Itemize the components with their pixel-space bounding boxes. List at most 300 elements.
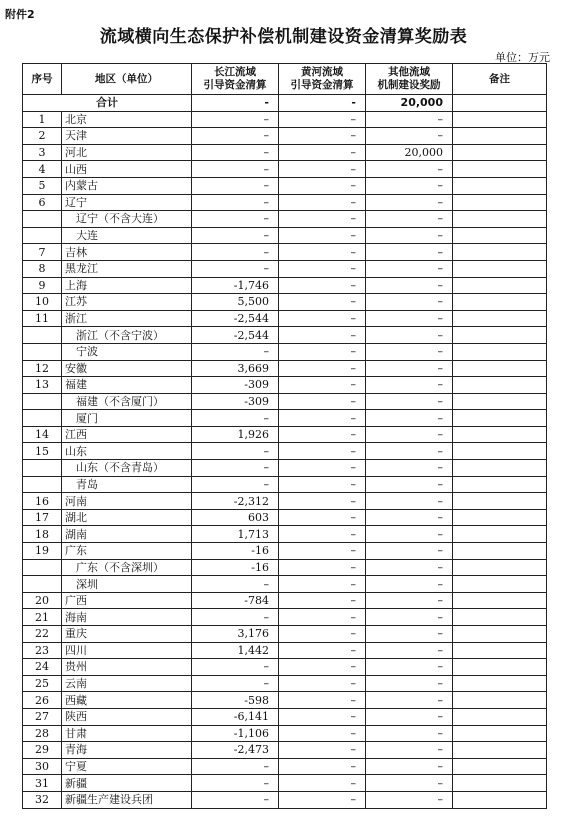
- row-note: [453, 294, 547, 311]
- row-no: 14: [23, 426, 62, 443]
- header-yangtze-line1: 长江流域: [214, 66, 256, 78]
- table-row: [23, 360, 547, 377]
- row-yellow: –: [279, 227, 366, 244]
- header-other-line1: 其他流域: [388, 66, 430, 78]
- row-region: 陕西: [62, 708, 192, 725]
- row-region: 内蒙古: [62, 177, 192, 194]
- row-other: –: [366, 592, 453, 609]
- row-yangtze: –: [192, 177, 279, 194]
- row-yangtze: -784: [192, 592, 279, 609]
- row-other: –: [366, 675, 453, 692]
- row-region: 江苏: [62, 294, 192, 311]
- row-other: –: [366, 609, 453, 626]
- row-no: 6: [23, 194, 62, 211]
- row-other: –: [366, 526, 453, 543]
- row-yangtze: 5,500: [192, 294, 279, 311]
- row-other: –: [366, 111, 453, 128]
- table-row: [23, 377, 547, 394]
- row-yellow: –: [279, 526, 366, 543]
- row-note: [453, 244, 547, 261]
- row-yellow: –: [279, 708, 366, 725]
- table-row: [23, 393, 547, 410]
- row-region: 安徽: [62, 360, 192, 377]
- row-other: –: [366, 460, 453, 477]
- settlement-table: [22, 63, 547, 809]
- total-other: 20,000: [366, 95, 453, 112]
- row-yangtze: –: [192, 791, 279, 808]
- table-row: [23, 227, 547, 244]
- header-other-line2: 机制建设奖励: [377, 79, 441, 91]
- table-row: [23, 725, 547, 742]
- row-note: [453, 360, 547, 377]
- table-row: [23, 128, 547, 145]
- row-no: 32: [23, 791, 62, 808]
- row-note: [453, 775, 547, 792]
- row-region: 辽宁（不含大连）: [62, 211, 192, 228]
- row-note: [453, 260, 547, 277]
- row-other: –: [366, 294, 453, 311]
- row-region: 辽宁: [62, 194, 192, 211]
- header-no: 序号: [23, 64, 62, 95]
- row-note: [453, 377, 547, 394]
- row-yellow: –: [279, 128, 366, 145]
- row-note: [453, 509, 547, 526]
- table-row: [23, 343, 547, 360]
- row-yellow: –: [279, 177, 366, 194]
- unit-label: 单位：万元: [495, 51, 550, 64]
- table-row: [23, 775, 547, 792]
- row-yellow: –: [279, 592, 366, 609]
- row-note: [453, 111, 547, 128]
- row-region: 山东（不含青岛）: [62, 460, 192, 477]
- row-note: [453, 327, 547, 344]
- row-note: [453, 725, 547, 742]
- row-no: 5: [23, 177, 62, 194]
- row-other: –: [366, 559, 453, 576]
- row-other: –: [366, 742, 453, 759]
- row-no: [23, 327, 62, 344]
- row-other: –: [366, 708, 453, 725]
- row-region: 福建: [62, 377, 192, 394]
- header-yellow: [279, 64, 366, 95]
- row-yellow: –: [279, 476, 366, 493]
- table-row: [23, 310, 547, 327]
- row-note: [453, 493, 547, 510]
- row-region: 广东: [62, 543, 192, 560]
- row-no: 13: [23, 377, 62, 394]
- row-note: [453, 177, 547, 194]
- table-row: [23, 526, 547, 543]
- row-other: –: [366, 659, 453, 676]
- row-yellow: –: [279, 725, 366, 742]
- row-other: –: [366, 476, 453, 493]
- header-region: 地区（单位）: [62, 64, 192, 95]
- row-no: 12: [23, 360, 62, 377]
- row-no: 2: [23, 128, 62, 145]
- row-yangtze: –: [192, 576, 279, 593]
- row-region: 重庆: [62, 626, 192, 643]
- row-region: 广西: [62, 592, 192, 609]
- row-no: [23, 476, 62, 493]
- row-no: 3: [23, 144, 62, 161]
- row-other: 20,000: [366, 144, 453, 161]
- row-note: [453, 559, 547, 576]
- row-yellow: –: [279, 543, 366, 560]
- row-region: 青岛: [62, 476, 192, 493]
- row-yellow: –: [279, 144, 366, 161]
- row-region: 甘肃: [62, 725, 192, 742]
- row-region: 山东: [62, 443, 192, 460]
- row-yellow: –: [279, 692, 366, 709]
- row-note: [453, 543, 547, 560]
- row-yellow: –: [279, 111, 366, 128]
- table-row: [23, 161, 547, 178]
- table-row: [23, 659, 547, 676]
- row-no: 9: [23, 277, 62, 294]
- row-other: –: [366, 128, 453, 145]
- row-other: –: [366, 443, 453, 460]
- row-region: 黑龙江: [62, 260, 192, 277]
- row-no: 23: [23, 642, 62, 659]
- total-yellow: -: [279, 95, 366, 112]
- row-yangtze: -1,106: [192, 725, 279, 742]
- row-other: –: [366, 360, 453, 377]
- row-note: [453, 609, 547, 626]
- row-yellow: –: [279, 410, 366, 427]
- row-region: 湖南: [62, 526, 192, 543]
- row-yangtze: –: [192, 775, 279, 792]
- row-region: 山西: [62, 161, 192, 178]
- row-region: 宁波: [62, 343, 192, 360]
- row-yellow: –: [279, 327, 366, 344]
- row-region: 浙江（不含宁波）: [62, 327, 192, 344]
- row-yangtze: 603: [192, 509, 279, 526]
- row-other: –: [366, 343, 453, 360]
- row-yangtze: –: [192, 443, 279, 460]
- row-region: 福建（不含厦门）: [62, 393, 192, 410]
- table-row: [23, 476, 547, 493]
- row-note: [453, 277, 547, 294]
- table-row: [23, 327, 547, 344]
- table-row: [23, 177, 547, 194]
- row-region: 新疆生产建设兵团: [62, 791, 192, 808]
- row-no: [23, 460, 62, 477]
- row-no: 8: [23, 260, 62, 277]
- table-row: [23, 194, 547, 211]
- header-other: [366, 64, 453, 95]
- row-yangtze: –: [192, 659, 279, 676]
- row-other: –: [366, 576, 453, 593]
- row-yangtze: –: [192, 227, 279, 244]
- row-note: [453, 227, 547, 244]
- row-no: 25: [23, 675, 62, 692]
- row-region: 吉林: [62, 244, 192, 261]
- row-note: [453, 626, 547, 643]
- row-note: [453, 659, 547, 676]
- row-yellow: –: [279, 758, 366, 775]
- table-row: [23, 244, 547, 261]
- row-no: 28: [23, 725, 62, 742]
- row-yangtze: –: [192, 758, 279, 775]
- row-other: –: [366, 227, 453, 244]
- row-yangtze: –: [192, 260, 279, 277]
- row-no: 26: [23, 692, 62, 709]
- row-region: 厦门: [62, 410, 192, 427]
- row-no: 22: [23, 626, 62, 643]
- row-other: –: [366, 725, 453, 742]
- row-note: [453, 161, 547, 178]
- table-row: [23, 758, 547, 775]
- row-yellow: –: [279, 576, 366, 593]
- row-no: 19: [23, 543, 62, 560]
- row-yangtze: –: [192, 244, 279, 261]
- header-note: 备注: [453, 64, 547, 95]
- row-note: [453, 343, 547, 360]
- row-yangtze: –: [192, 476, 279, 493]
- row-note: [453, 526, 547, 543]
- row-note: [453, 675, 547, 692]
- row-yangtze: 1,926: [192, 426, 279, 443]
- row-yangtze: -2,544: [192, 327, 279, 344]
- table-row: [23, 260, 547, 277]
- row-other: –: [366, 758, 453, 775]
- row-region: 宁夏: [62, 758, 192, 775]
- header-yangtze: [192, 64, 279, 95]
- row-other: –: [366, 277, 453, 294]
- row-note: [453, 791, 547, 808]
- row-no: [23, 559, 62, 576]
- row-no: 7: [23, 244, 62, 261]
- row-yangtze: -2,312: [192, 493, 279, 510]
- row-yangtze: –: [192, 128, 279, 145]
- row-other: –: [366, 493, 453, 510]
- row-yangtze: -598: [192, 692, 279, 709]
- row-no: 30: [23, 758, 62, 775]
- row-note: [453, 692, 547, 709]
- row-yellow: –: [279, 791, 366, 808]
- row-no: 31: [23, 775, 62, 792]
- row-yellow: –: [279, 310, 366, 327]
- table-row: [23, 543, 547, 560]
- row-note: [453, 144, 547, 161]
- row-note: [453, 642, 547, 659]
- row-note: [453, 758, 547, 775]
- row-no: [23, 576, 62, 593]
- row-no: 15: [23, 443, 62, 460]
- table-row: [23, 742, 547, 759]
- row-no: 27: [23, 708, 62, 725]
- row-yellow: –: [279, 659, 366, 676]
- total-row: [23, 95, 547, 112]
- row-yellow: –: [279, 626, 366, 643]
- table-row: [23, 708, 547, 725]
- row-no: 4: [23, 161, 62, 178]
- row-yellow: –: [279, 377, 366, 394]
- row-yellow: –: [279, 277, 366, 294]
- row-yangtze: -309: [192, 377, 279, 394]
- row-yangtze: 3,669: [192, 360, 279, 377]
- table-row: [23, 144, 547, 161]
- table-row: [23, 493, 547, 510]
- row-no: 1: [23, 111, 62, 128]
- row-yangtze: -1,746: [192, 277, 279, 294]
- row-no: [23, 211, 62, 228]
- row-other: –: [366, 410, 453, 427]
- attachment-label: 附件2: [5, 8, 35, 21]
- row-yellow: –: [279, 360, 366, 377]
- row-region: 新疆: [62, 775, 192, 792]
- row-yangtze: -16: [192, 543, 279, 560]
- table-row: [23, 576, 547, 593]
- row-yangtze: 3,176: [192, 626, 279, 643]
- row-region: 河南: [62, 493, 192, 510]
- row-region: 西藏: [62, 692, 192, 709]
- row-other: –: [366, 161, 453, 178]
- row-yellow: –: [279, 161, 366, 178]
- row-no: 21: [23, 609, 62, 626]
- header-yangtze-line2: 引导资金清算: [203, 79, 267, 91]
- row-region: 北京: [62, 111, 192, 128]
- row-note: [453, 742, 547, 759]
- row-yangtze: –: [192, 343, 279, 360]
- row-yellow: –: [279, 194, 366, 211]
- row-region: 河北: [62, 144, 192, 161]
- page-title: 流域横向生态保护补偿机制建设资金清算奖励表: [99, 27, 468, 47]
- table-row: [23, 277, 547, 294]
- row-region: 天津: [62, 128, 192, 145]
- row-other: –: [366, 626, 453, 643]
- row-other: –: [366, 642, 453, 659]
- row-other: –: [366, 509, 453, 526]
- row-yangtze: -309: [192, 393, 279, 410]
- table-row: [23, 426, 547, 443]
- row-yangtze: 1,442: [192, 642, 279, 659]
- row-no: 11: [23, 310, 62, 327]
- row-yellow: –: [279, 443, 366, 460]
- row-region: 湖北: [62, 509, 192, 526]
- row-region: 深圳: [62, 576, 192, 593]
- row-region: 大连: [62, 227, 192, 244]
- row-yellow: –: [279, 609, 366, 626]
- row-other: –: [366, 327, 453, 344]
- row-yellow: –: [279, 343, 366, 360]
- row-region: 上海: [62, 277, 192, 294]
- row-yellow: –: [279, 742, 366, 759]
- row-note: [453, 211, 547, 228]
- row-yellow: –: [279, 642, 366, 659]
- row-yangtze: –: [192, 161, 279, 178]
- row-yangtze: –: [192, 460, 279, 477]
- row-note: [453, 576, 547, 593]
- table-row: [23, 410, 547, 427]
- row-note: [453, 460, 547, 477]
- row-yangtze: -6,141: [192, 708, 279, 725]
- row-other: –: [366, 244, 453, 261]
- row-yangtze: –: [192, 211, 279, 228]
- row-no: 29: [23, 742, 62, 759]
- row-region: 青海: [62, 742, 192, 759]
- row-yangtze: -2,544: [192, 310, 279, 327]
- row-region: 贵州: [62, 659, 192, 676]
- row-other: –: [366, 791, 453, 808]
- row-no: 20: [23, 592, 62, 609]
- row-yangtze: –: [192, 609, 279, 626]
- row-yangtze: –: [192, 111, 279, 128]
- row-yellow: –: [279, 211, 366, 228]
- row-no: [23, 227, 62, 244]
- row-yellow: –: [279, 393, 366, 410]
- row-yangtze: –: [192, 410, 279, 427]
- total-yangtze: -: [192, 95, 279, 112]
- table-row: [23, 626, 547, 643]
- table-row: [23, 509, 547, 526]
- row-note: [453, 592, 547, 609]
- table-row: [23, 111, 547, 128]
- row-other: –: [366, 393, 453, 410]
- table-row: [23, 443, 547, 460]
- row-no: 16: [23, 493, 62, 510]
- row-note: [453, 476, 547, 493]
- row-yellow: –: [279, 775, 366, 792]
- row-region: 江西: [62, 426, 192, 443]
- row-no: 17: [23, 509, 62, 526]
- total-label: 合计: [23, 95, 192, 112]
- row-note: [453, 393, 547, 410]
- table-row: [23, 675, 547, 692]
- table-row: [23, 559, 547, 576]
- row-yangtze: -2,473: [192, 742, 279, 759]
- row-note: [453, 410, 547, 427]
- row-yellow: –: [279, 509, 366, 526]
- row-other: –: [366, 692, 453, 709]
- table-row: [23, 692, 547, 709]
- row-region: 云南: [62, 675, 192, 692]
- table-row: [23, 460, 547, 477]
- row-other: –: [366, 426, 453, 443]
- row-no: 10: [23, 294, 62, 311]
- row-note: [453, 194, 547, 211]
- table-row: [23, 294, 547, 311]
- row-other: –: [366, 211, 453, 228]
- row-no: 24: [23, 659, 62, 676]
- row-region: 浙江: [62, 310, 192, 327]
- row-no: [23, 410, 62, 427]
- table-row: [23, 609, 547, 626]
- row-yangtze: -16: [192, 559, 279, 576]
- row-yellow: –: [279, 675, 366, 692]
- row-no: [23, 393, 62, 410]
- row-region: 四川: [62, 642, 192, 659]
- table-row: [23, 791, 547, 808]
- table-row: [23, 211, 547, 228]
- header-row: [23, 64, 547, 95]
- row-yangtze: –: [192, 675, 279, 692]
- row-yangtze: –: [192, 144, 279, 161]
- table-row: [23, 592, 547, 609]
- row-yellow: –: [279, 244, 366, 261]
- row-no: [23, 343, 62, 360]
- row-note: [453, 708, 547, 725]
- table-row: [23, 642, 547, 659]
- row-note: [453, 443, 547, 460]
- row-yangtze: 1,713: [192, 526, 279, 543]
- row-no: 18: [23, 526, 62, 543]
- row-other: –: [366, 543, 453, 560]
- row-yellow: –: [279, 294, 366, 311]
- row-yellow: –: [279, 493, 366, 510]
- header-yellow-line1: 黄河流域: [301, 66, 343, 78]
- row-other: –: [366, 377, 453, 394]
